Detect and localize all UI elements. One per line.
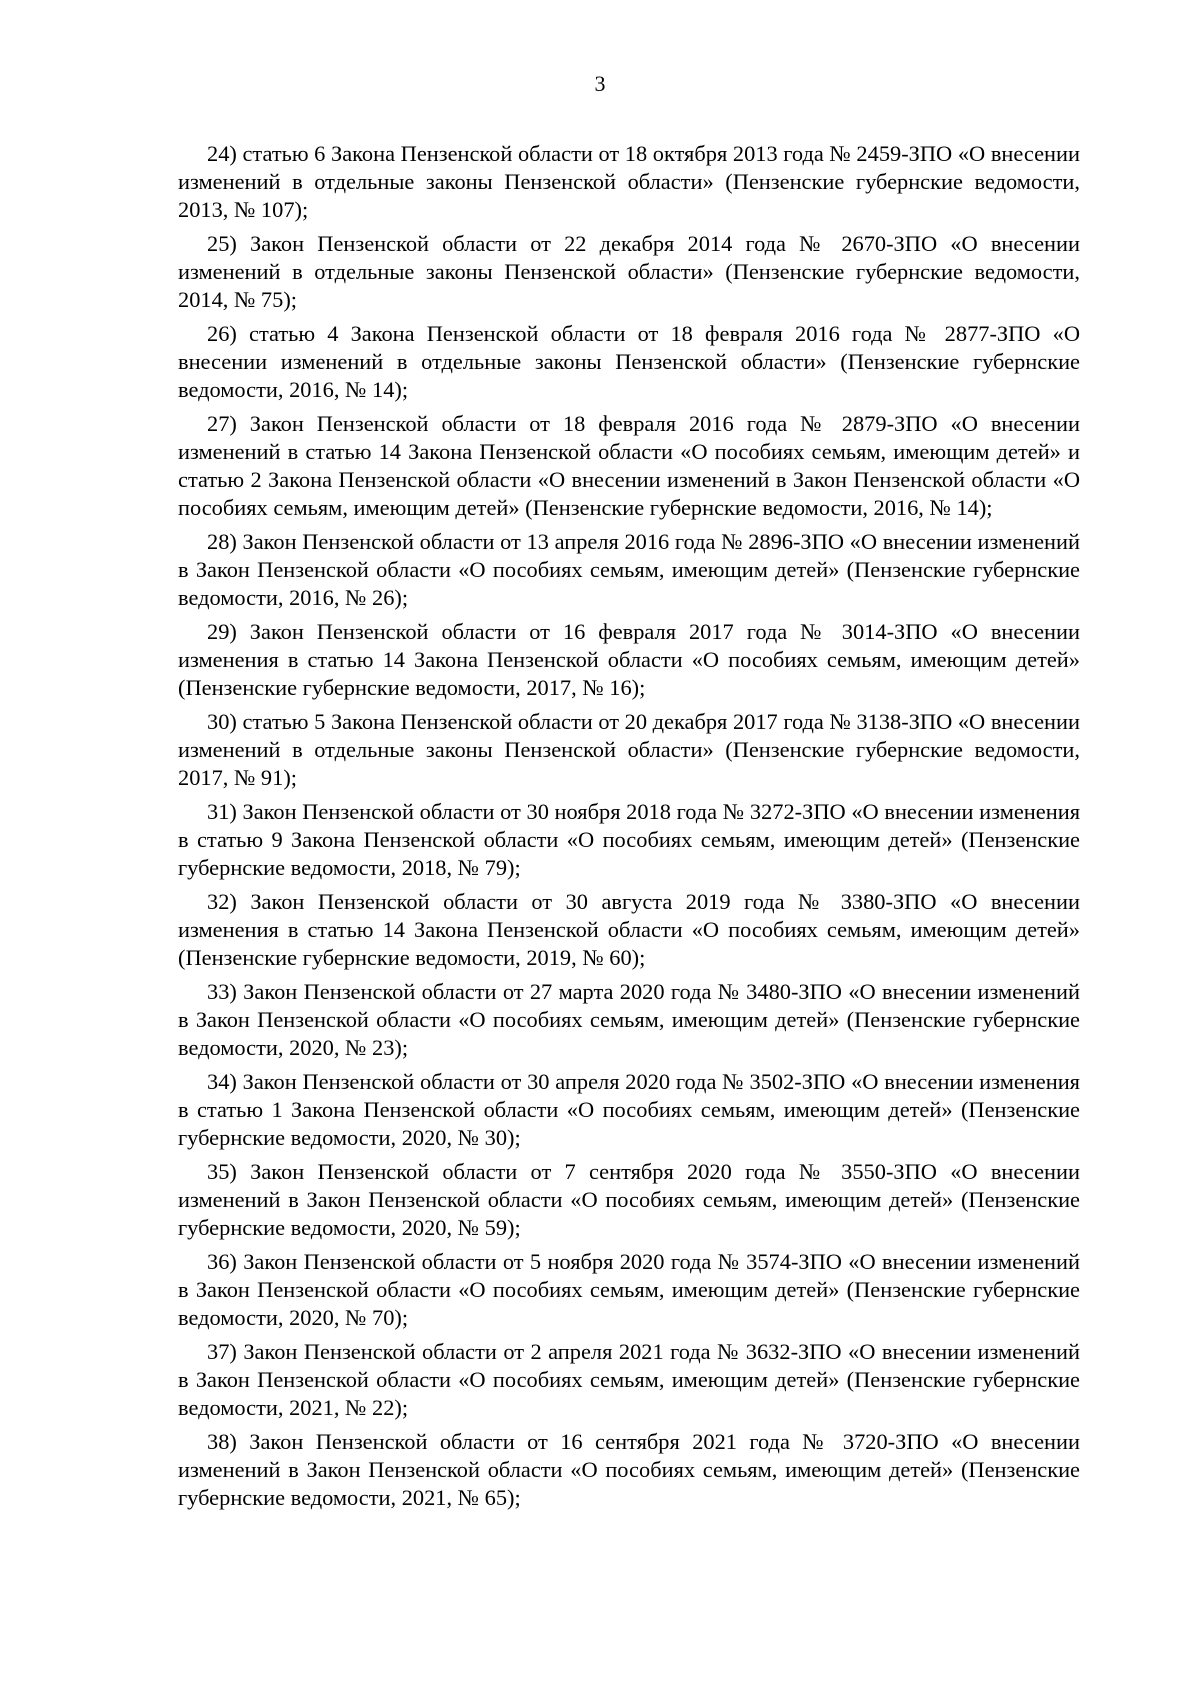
list-item: 38) Закон Пензенской области от 16 сентября 2021 года № 3720-ЗПО «О внесении изменений в Закон Пензенской области «О пособиях семьям, имеющим детей» (Пензенские губернские ведомости, 2021, № 65);	[178, 1429, 1080, 1510]
list-item: 32) Закон Пензенской области от 30 августа 2019 года № 3380-ЗПО «О внесении изменения в статью 14 Закона Пензенской области «О пособиях семьям, имеющим детей» (Пензенские губернские ведомости, 2019, № 60);	[178, 889, 1080, 970]
list-item: 25) Закон Пензенской области от 22 декабря 2014 года № 2670-ЗПО «О внесении изменений в отдельные законы Пензенской области» (Пензенские губернские ведомости, 2014, № 75);	[178, 231, 1080, 312]
law-list	[178, 140, 1080, 1518]
list-item: 37) Закон Пензенской области от 2 апреля 2021 года № 3632-ЗПО «О внесении изменений в Закон Пензенской области «О пособиях семьям, имеющим детей» (Пензенские губернские ведомости, 2021, № 22);	[178, 1339, 1080, 1420]
list-item: 27) Закон Пензенской области от 18 февраля 2016 года № 2879-ЗПО «О внесении изменений в статью 14 Закона Пензенской области «О пособиях семьям, имеющим детей» и статью 2 Закона Пензенской области «О внесении изменений в Закон Пензенской области «О пособиях семьям, имеющим детей» (Пензенские губернские ведомости, 2016, № 14);	[178, 411, 1080, 520]
page-number: 3	[594, 71, 606, 96]
list-item: 33) Закон Пензенской области от 27 марта 2020 года № 3480-ЗПО «О внесении изменений в Закон Пензенской области «О пособиях семьям, имеющим детей» (Пензенские губернские ведомости, 2020, № 23);	[178, 979, 1080, 1060]
list-item: 31) Закон Пензенской области от 30 ноября 2018 года № 3272-ЗПО «О внесении изменения в статью 9 Закона Пензенской области «О пособиях семьям, имеющим детей» (Пензенские губернские ведомости, 2018, № 79);	[178, 799, 1080, 880]
list-item: 30) статью 5 Закона Пензенской области от 20 декабря 2017 года № 3138-ЗПО «О внесении изменений в отдельные законы Пензенской области» (Пензенские губернские ведомости, 2017, № 91);	[178, 709, 1080, 790]
list-item: 35) Закон Пензенской области от 7 сентября 2020 года № 3550-ЗПО «О внесении изменений в Закон Пензенской области «О пособиях семьям, имеющим детей» (Пензенские губернские ведомости, 2020, № 59);	[178, 1159, 1080, 1240]
list-item: 36) Закон Пензенской области от 5 ноября 2020 года № 3574-ЗПО «О внесении изменений в Закон Пензенской области «О пособиях семьям, имеющим детей» (Пензенские губернские ведомости, 2020, № 70);	[178, 1249, 1080, 1330]
list-item: 26) статью 4 Закона Пензенской области от 18 февраля 2016 года № 2877-ЗПО «О внесении изменений в отдельные законы Пензенской области» (Пензенские губернские ведомости, 2016, № 14);	[178, 321, 1080, 402]
list-item: 34) Закон Пензенской области от 30 апреля 2020 года № 3502-ЗПО «О внесении изменения в статью 1 Закона Пензенской области «О пособиях семьям, имеющим детей» (Пензенские губернские ведомости, 2020, № 30);	[178, 1069, 1080, 1150]
list-item: 24) статью 6 Закона Пензенской области от 18 октября 2013 года № 2459-ЗПО «О внесении изменений в отдельные законы Пензенской области» (Пензенские губернские ведомости, 2013, № 107);	[178, 141, 1080, 222]
list-item: 29) Закон Пензенской области от 16 февраля 2017 года № 3014-ЗПО «О внесении изменения в статью 14 Закона Пензенской области «О пособиях семьям, имеющим детей» (Пензенские губернские ведомости, 2017, № 16);	[178, 619, 1080, 700]
list-item: 28) Закон Пензенской области от 13 апреля 2016 года № 2896-ЗПО «О внесении изменений в Закон Пензенской области «О пособиях семьям, имеющим детей» (Пензенские губернские ведомости, 2016, № 26);	[178, 529, 1080, 610]
